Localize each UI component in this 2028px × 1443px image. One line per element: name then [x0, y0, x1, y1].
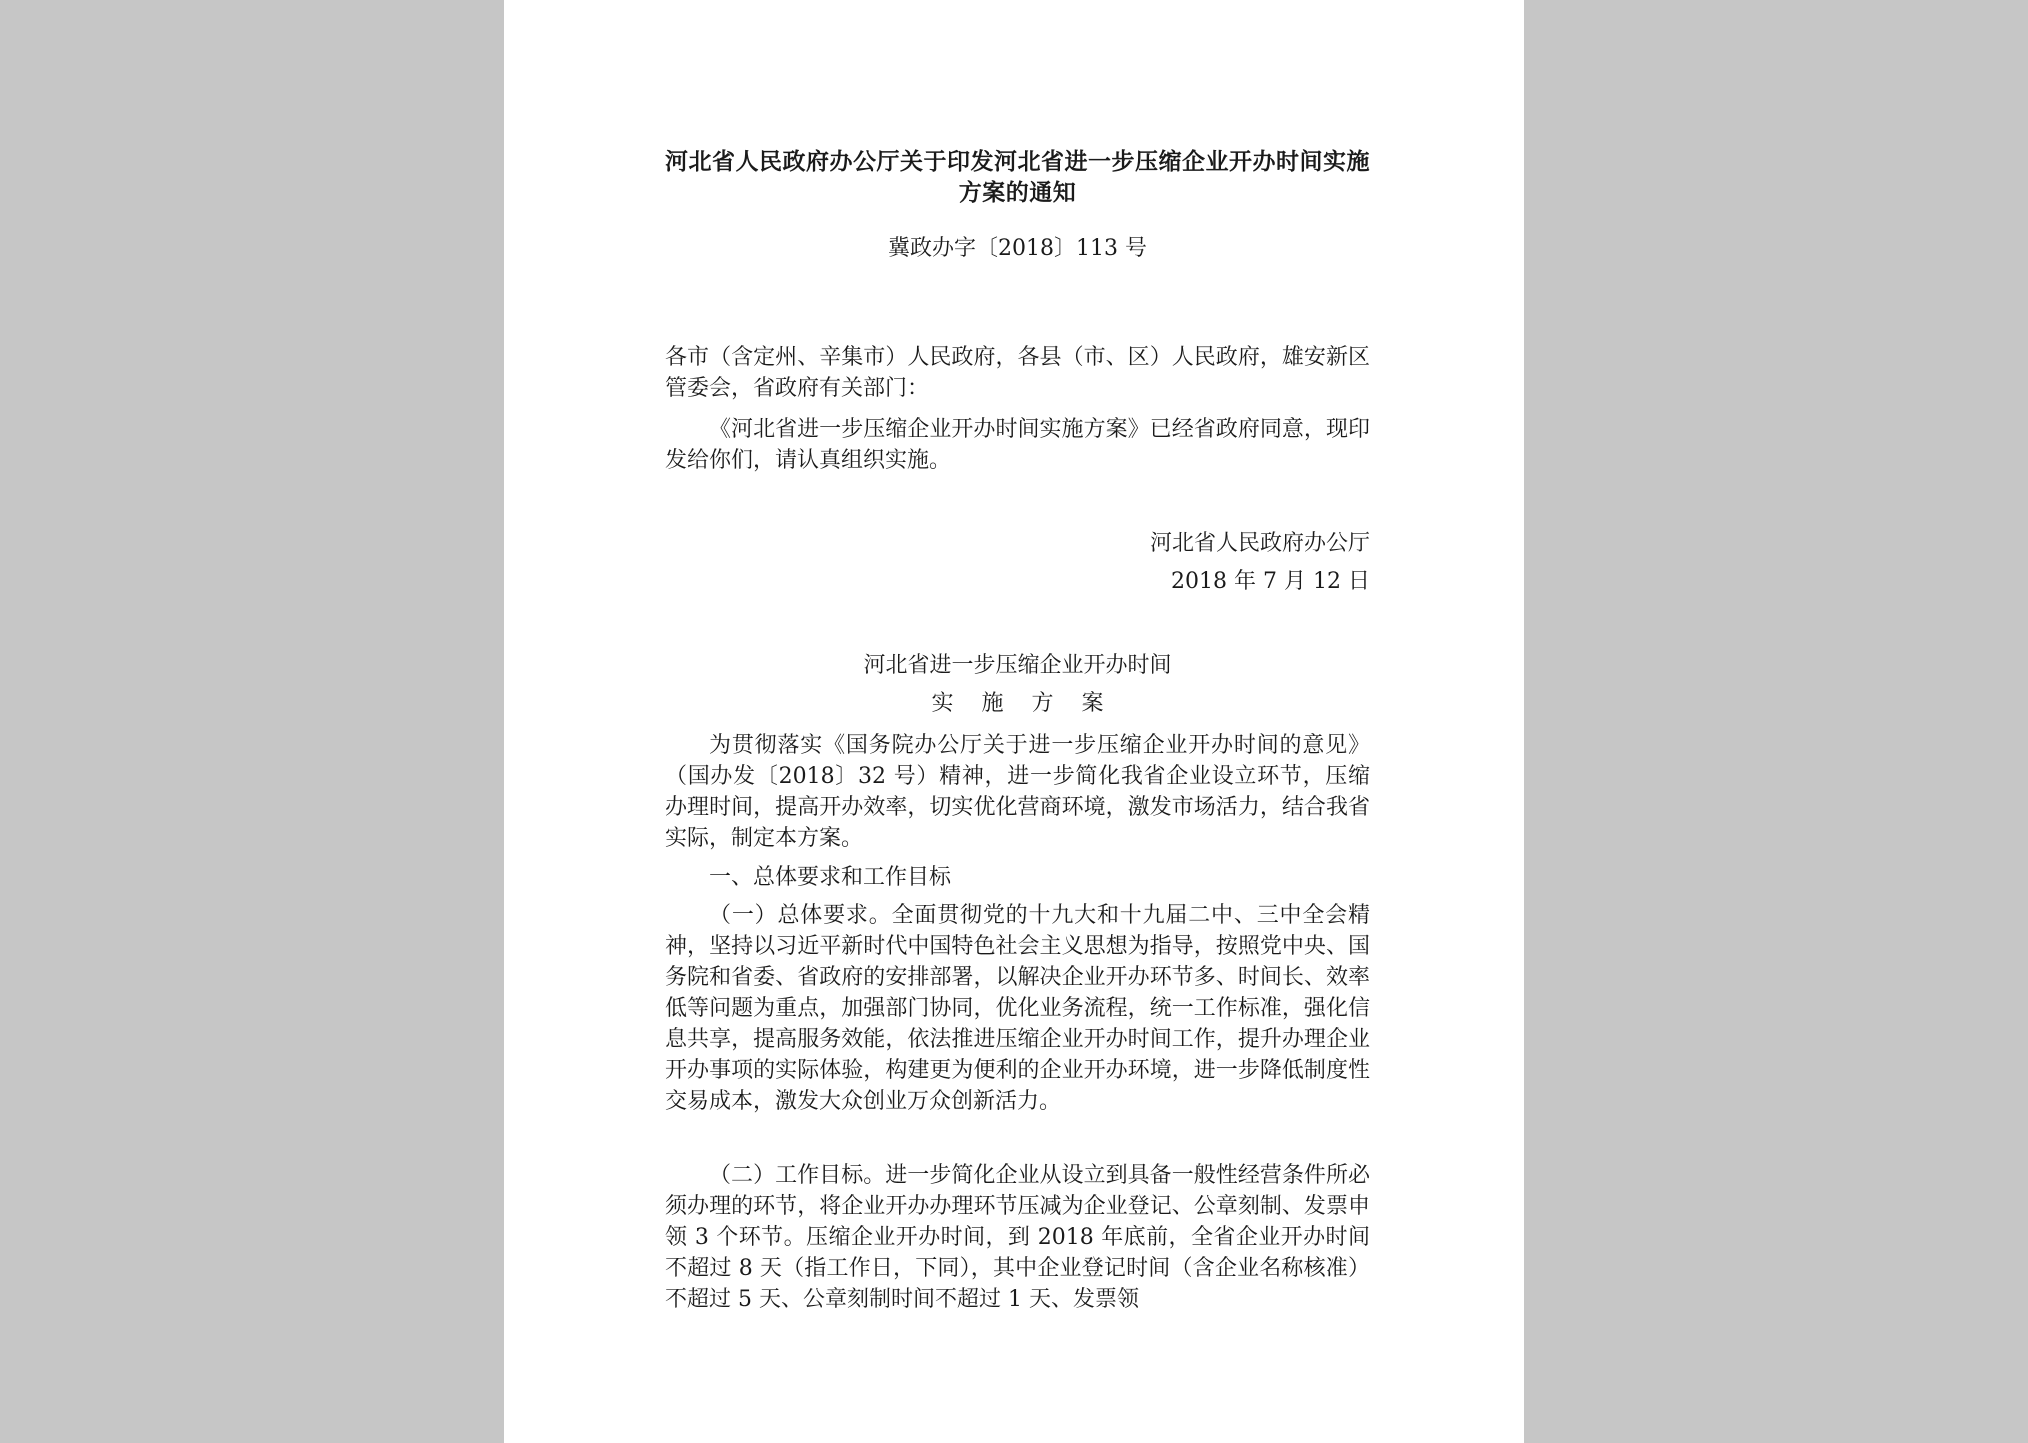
section1-heading: 一、总体要求和工作目标 [709, 865, 952, 890]
issuer: 河北省人民政府办公厅 [1149, 531, 1370, 556]
plan-title-line2-wrap [665, 688, 1370, 719]
plan-title-line1: 河北省进一步压缩企业开办时间 [863, 653, 1172, 678]
document-page [504, 0, 1524, 1443]
issue-date: 2018 年 7 月 12 日 [1171, 569, 1370, 594]
notice-body: 《河北省进一步压缩企业开办时间实施方案》已经省政府同意，现印发给你们，请认真组织实施。 [665, 417, 1370, 473]
salutation: 各市（含定州、辛集市）人民政府，各县（市、区）人民政府，雄安新区管委会，省政府有关部门： [665, 345, 1370, 401]
plan-title-line2: 实施方案 [931, 691, 1132, 716]
document-title: 河北省人民政府办公厅关于印发河北省进一步压缩企业开办时间实施方案的通知 [665, 148, 1370, 206]
section1-work-objectives: （二）工作目标。进一步简化企业从设立到具备一般性经营条件所必须办理的环节，将企业开办办理环节压减为企业登记、公章刻制、发票申领 3 个环节。压缩企业开办时间，到 2018 年底前，全省企业开办时间不超过 8 天（指工作日，下同），其中企业登记时间（含企业名称核准）不超过 5 天、公章刻制时间不超过 1 天、发票领 [665, 1163, 1370, 1312]
document-number: 冀政办字〔2018〕113 号 [888, 236, 1147, 261]
plan-intro: 为贯彻落实《国务院办公厅关于进一步压缩企业开办时间的意见》（国办发〔2018〕32 号）精神，进一步简化我省企业设立环节，压缩办理时间，提高开办效率，切实优化营商环境，激发市场活力，结合我省实际，制定本方案。 [665, 733, 1370, 851]
section1-general-requirements: （一）总体要求。全面贯彻党的十九大和十九届二中、三中全会精神，坚持以习近平新时代中国特色社会主义思想为指导，按照党中央、国务院和省委、省政府的安排部署，以解决企业开办环节多、时间长、效率低等问题为重点，加强部门协同，优化业务流程，统一工作标准，强化信息共享，提高服务效能，依法推进压缩企业开办时间工作，提升办理企业开办事项的实际体验，构建更为便利的企业开办环境，进一步降低制度性交易成本，激发大众创业万众创新活力。 [665, 903, 1370, 1114]
